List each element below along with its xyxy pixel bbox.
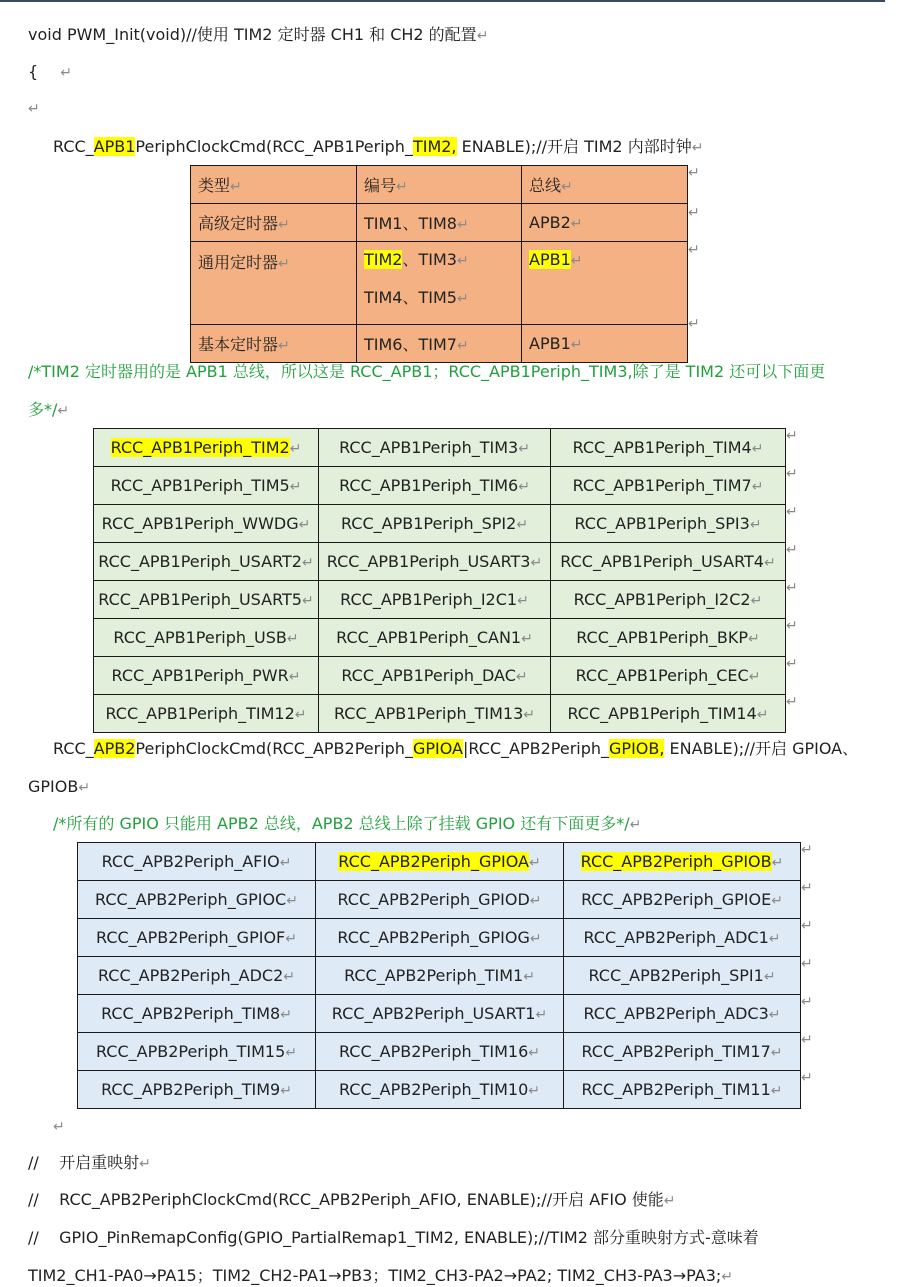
row-end-mark: ↵ xyxy=(801,1070,813,1086)
table-cell xyxy=(78,881,316,919)
cell-end-mark: ↵ xyxy=(750,593,763,609)
row-end-mark: ↵ xyxy=(801,994,813,1010)
periph-name: RCC_APB1Periph_CEC xyxy=(575,666,749,685)
periph-name: RCC_APB1Periph_TIM5 xyxy=(110,476,290,495)
table-cell xyxy=(319,619,551,657)
table-header-cell: 编号↵ xyxy=(357,166,522,204)
periph-name: RCC_APB2Periph_TIM16 xyxy=(338,1042,529,1061)
table-cell xyxy=(551,467,786,505)
periph-name: RCC_APB1Periph_I2C2 xyxy=(573,590,751,609)
table-row xyxy=(94,581,786,619)
periph-name: RCC_APB2Periph_GPIOG xyxy=(337,928,530,947)
paragraph-mark: ↵ xyxy=(476,28,489,44)
func-decl-line xyxy=(28,25,488,45)
table-cell: TIM6、TIM7↵ xyxy=(357,325,522,363)
table-row xyxy=(78,919,801,957)
table-cell xyxy=(319,505,551,543)
periph-name: RCC_APB2Periph_ADC3 xyxy=(583,1004,769,1023)
code-text: PeriphClockCmd(RCC_APB1Periph_ xyxy=(135,137,413,156)
apb2-periph-table xyxy=(77,842,801,1109)
row-end-mark: ↵ xyxy=(786,656,798,672)
row-end-mark: ↵ xyxy=(786,428,798,444)
table-cell: APB1↵ xyxy=(522,242,688,325)
table-cell xyxy=(564,881,801,919)
cell-end-mark: ↵ xyxy=(288,669,301,685)
apb2-clock-line: RCC_APB2PeriphClockCmd(RCC_APB2Periph_GPIOA|RCC_APB2Periph_GPIOB, ENABLE);//开启 GPIOA、 xyxy=(53,739,859,758)
table-cell xyxy=(94,467,319,505)
row-end-mark: ↵ xyxy=(688,242,700,258)
cell-end-mark: ↵ xyxy=(756,707,769,723)
table-cell xyxy=(94,543,319,581)
highlighted-text: TIM2, xyxy=(412,137,457,156)
row-end-mark: ↵ xyxy=(801,842,813,858)
periph-name: RCC_APB2Periph_TIM11 xyxy=(581,1080,771,1099)
table-row xyxy=(78,957,801,995)
paragraph-mark: ↵ xyxy=(691,140,704,156)
table-cell xyxy=(316,919,564,957)
cell-end-mark: ↵ xyxy=(529,893,542,909)
periph-name: RCC_APB2Periph_ADC1 xyxy=(583,928,769,947)
table-cell: APB1↵ xyxy=(522,325,688,363)
periph-name: RCC_APB2Periph_GPIOC xyxy=(95,890,287,909)
periph-name: RCC_APB2Periph_AFIO xyxy=(101,852,280,871)
table-cell: 基本定时器↵ xyxy=(191,325,357,363)
periph-name: RCC_APB1Periph_TIM12 xyxy=(105,704,295,723)
periph-name: RCC_APB2Periph_GPIOE xyxy=(581,890,772,909)
paragraph-mark: ↵ xyxy=(28,101,40,117)
table-cell xyxy=(551,619,786,657)
table-cell xyxy=(319,581,551,619)
paragraph-mark: ↵ xyxy=(60,65,72,81)
cell-end-mark: ↵ xyxy=(528,1045,541,1061)
table-cell: TIM2、TIM3↵ TIM4、TIM5↵ xyxy=(357,242,522,325)
cell-end-mark: ↵ xyxy=(280,1007,292,1023)
table-row xyxy=(94,505,786,543)
cell-end-mark: ↵ xyxy=(294,707,307,723)
cell-end-mark: ↵ xyxy=(768,931,781,947)
periph-name: RCC_APB2Periph_USART1 xyxy=(331,1004,536,1023)
table-cell xyxy=(94,657,319,695)
row-end-mark: ↵ xyxy=(801,1032,813,1048)
row-end-mark: ↵ xyxy=(801,956,813,972)
periph-name: RCC_APB1Periph_USART3 xyxy=(326,552,531,571)
table-cell xyxy=(551,505,786,543)
cell-end-mark: ↵ xyxy=(748,631,760,647)
row-end-mark: ↵ xyxy=(786,618,798,634)
table-cell xyxy=(564,843,801,881)
periph-name: RCC_APB1Periph_SPI3 xyxy=(574,514,750,533)
table-cell xyxy=(319,543,551,581)
cell-end-mark: ↵ xyxy=(516,517,529,533)
table-header-cell: 总线↵ xyxy=(522,166,688,204)
table-cell xyxy=(78,843,316,881)
cell-end-mark: ↵ xyxy=(529,931,542,947)
open-brace: { xyxy=(28,62,39,81)
table-cell xyxy=(551,695,786,733)
table-cell xyxy=(564,995,801,1033)
table-cell xyxy=(319,467,551,505)
table-cell xyxy=(551,657,786,695)
row-end-mark: ↵ xyxy=(801,880,813,896)
table-row xyxy=(191,325,688,363)
cell-end-mark: ↵ xyxy=(289,441,302,457)
open-brace-line xyxy=(28,62,72,82)
table-cell xyxy=(316,995,564,1033)
table-row xyxy=(94,543,786,581)
table-cell xyxy=(564,1071,801,1109)
row-end-mark: ↵ xyxy=(688,316,700,332)
periph-name: RCC_APB1Periph_SPI2 xyxy=(340,514,517,533)
periph-name: RCC_APB1Periph_CAN1 xyxy=(336,628,522,647)
periph-name: RCC_APB1Periph_TIM13 xyxy=(333,704,524,723)
table-row xyxy=(78,881,801,919)
apb2-clock-line-cont: GPIOB↵ xyxy=(28,777,91,796)
table-row xyxy=(78,843,801,881)
table-cell xyxy=(564,957,801,995)
periph-name: RCC_APB1Periph_USB xyxy=(113,628,287,647)
table-header-cell: 类型↵ xyxy=(191,166,357,204)
table-cell xyxy=(564,1033,801,1071)
table-cell: TIM1、TIM8↵ xyxy=(357,204,522,242)
periph-name: RCC_APB2Periph_GPIOD xyxy=(337,890,530,909)
cell-end-mark: ↵ xyxy=(770,1083,783,1099)
table-cell xyxy=(94,581,319,619)
cell-end-mark: ↵ xyxy=(751,441,764,457)
table-row xyxy=(94,467,786,505)
cell-end-mark: ↵ xyxy=(301,555,314,571)
empty-line xyxy=(28,98,40,118)
table-cell xyxy=(319,429,551,467)
cell-end-mark: ↵ xyxy=(283,969,295,985)
cell-end-mark: ↵ xyxy=(285,931,297,947)
periph-name: RCC_APB1Periph_TIM2 xyxy=(110,438,290,457)
table-row xyxy=(78,995,801,1033)
row-end-mark: ↵ xyxy=(786,466,798,482)
cell-end-mark: ↵ xyxy=(763,969,776,985)
periph-name: RCC_APB2Periph_GPIOB xyxy=(580,852,772,871)
table-row xyxy=(94,619,786,657)
highlighted-text: APB1 xyxy=(93,137,136,156)
periph-name: RCC_APB2Periph_TIM17 xyxy=(581,1042,771,1061)
cell-end-mark: ↵ xyxy=(528,1083,541,1099)
cell-end-mark: ↵ xyxy=(530,555,543,571)
cell-end-mark: ↵ xyxy=(280,1083,292,1099)
table-row xyxy=(94,695,786,733)
top-border xyxy=(0,0,885,2)
table-cell xyxy=(94,505,319,543)
cell-end-mark: ↵ xyxy=(279,855,292,871)
periph-name: RCC_APB2Periph_TIM9 xyxy=(101,1080,281,1099)
cell-end-mark: ↵ xyxy=(523,707,536,723)
table-cell: APB2↵ xyxy=(522,204,688,242)
row-end-mark: ↵ xyxy=(801,918,813,934)
periph-name: RCC_APB2Periph_ADC2 xyxy=(97,966,284,985)
apb1-clock-line xyxy=(53,137,703,157)
periph-name: RCC_APB1Periph_DAC xyxy=(341,666,516,685)
periph-name: RCC_APB2Periph_TIM15 xyxy=(95,1042,286,1061)
table-row xyxy=(94,657,786,695)
cell-end-mark: ↵ xyxy=(763,555,776,571)
row-end-mark: ↵ xyxy=(688,205,700,221)
empty-line: ↵ xyxy=(53,1119,65,1135)
apb2-comment-line: /*所有的 GPIO 只能用 APB2 总线，APB2 总线上除了挂载 GPIO 还有下面更多*/↵ xyxy=(53,814,642,833)
timer-type-table xyxy=(190,165,688,363)
apb1-comment-line2: 多*/↵ xyxy=(28,400,70,419)
cell-end-mark: ↵ xyxy=(768,1007,781,1023)
periph-name: RCC_APB1Periph_TIM4 xyxy=(572,438,752,457)
cell-end-mark: ↵ xyxy=(286,631,299,647)
cell-end-mark: ↵ xyxy=(515,669,528,685)
remap-detail-line: TIM2_CH1-PA0→PA15；TIM2_CH2-PA1→PB3；TIM2_CH3-PA2→PA2; TIM2_CH3-PA3→PA3;↵ xyxy=(28,1266,733,1285)
cell-end-mark: ↵ xyxy=(523,969,535,985)
cell-end-mark: ↵ xyxy=(518,479,530,495)
periph-name: RCC_APB2Periph_TIM1 xyxy=(344,966,524,985)
periph-name: RCC_APB1Periph_USART5 xyxy=(98,590,302,609)
table-header-row xyxy=(191,166,688,204)
pin-remap-line: // GPIO_PinRemapConfig(GPIO_PartialRemap1_TIM2, ENABLE);//TIM2 部分重映射方式-意味着 xyxy=(28,1228,759,1247)
cell-end-mark: ↵ xyxy=(528,855,541,871)
periph-name: RCC_APB1Periph_PWR xyxy=(111,666,289,685)
periph-name: RCC_APB1Periph_TIM14 xyxy=(567,704,757,723)
table-cell xyxy=(564,919,801,957)
row-end-mark: ↵ xyxy=(786,504,798,520)
table-row xyxy=(191,204,688,242)
row-end-mark: ↵ xyxy=(786,542,798,558)
periph-name: RCC_APB2Periph_TIM8 xyxy=(101,1004,281,1023)
table-cell xyxy=(94,429,319,467)
table-cell xyxy=(78,957,316,995)
table-cell xyxy=(316,843,564,881)
cell-end-mark: ↵ xyxy=(518,441,530,457)
table-cell xyxy=(94,695,319,733)
periph-name: RCC_APB1Periph_TIM3 xyxy=(339,438,519,457)
table-cell xyxy=(551,429,786,467)
table-cell xyxy=(551,543,786,581)
row-end-mark: ↵ xyxy=(786,694,798,710)
cell-end-mark: ↵ xyxy=(517,593,529,609)
row-end-mark: ↵ xyxy=(786,580,798,596)
table-row xyxy=(78,1071,801,1109)
cell-end-mark: ↵ xyxy=(289,479,302,495)
code-text: ENABLE);//开启 TIM2 内部时钟 xyxy=(456,137,692,156)
code-text: RCC_ xyxy=(53,137,94,156)
table-row xyxy=(191,242,688,325)
cell-end-mark: ↵ xyxy=(298,517,311,533)
table-cell xyxy=(316,881,564,919)
table-cell xyxy=(78,1071,316,1109)
func-decl-text: void PWM_Init(void)//使用 TIM2 定时器 CH1 和 CH2 的配置 xyxy=(28,25,477,44)
cell-end-mark: ↵ xyxy=(521,631,533,647)
table-cell xyxy=(78,919,316,957)
table-cell xyxy=(94,619,319,657)
cell-end-mark: ↵ xyxy=(535,1007,548,1023)
periph-name: RCC_APB2Periph_TIM10 xyxy=(338,1080,529,1099)
periph-name: RCC_APB1Periph_TIM7 xyxy=(572,476,752,495)
table-cell xyxy=(319,657,551,695)
table-cell xyxy=(316,1071,564,1109)
table-row xyxy=(94,429,786,467)
table-row xyxy=(78,1033,801,1071)
periph-name: RCC_APB1Periph_USART2 xyxy=(98,552,302,571)
table-cell xyxy=(316,1033,564,1071)
cell-end-mark: ↵ xyxy=(751,479,764,495)
apb1-comment-line1: /*TIM2 定时器用的是 APB1 总线，所以这是 RCC_APB1；RCC_APB1Periph_TIM3,除了是 TIM2 还可以下面更 xyxy=(28,362,826,381)
cell-end-mark: ↵ xyxy=(771,893,783,909)
cell-end-mark: ↵ xyxy=(748,669,761,685)
periph-name: RCC_APB1Periph_WWDG xyxy=(101,514,299,533)
periph-name: RCC_APB1Periph_USART4 xyxy=(560,552,764,571)
afio-clock-line: // RCC_APB2PeriphClockCmd(RCC_APB2Periph_AFIO, ENABLE);//开启 AFIO 使能↵ xyxy=(28,1190,676,1209)
cell-end-mark: ↵ xyxy=(285,1045,298,1061)
cell-end-mark: ↵ xyxy=(770,1045,783,1061)
table-cell xyxy=(78,995,316,1033)
cell-end-mark: ↵ xyxy=(771,855,784,871)
cell-end-mark: ↵ xyxy=(286,893,298,909)
periph-name: RCC_APB1Periph_I2C1 xyxy=(340,590,518,609)
table-cell xyxy=(551,581,786,619)
apb1-periph-table xyxy=(93,428,786,733)
periph-name: RCC_APB1Periph_TIM6 xyxy=(339,476,519,495)
row-end-mark: ↵ xyxy=(688,165,700,181)
table-cell xyxy=(319,695,551,733)
remap-comment-line: // 开启重映射↵ xyxy=(28,1153,151,1172)
periph-name: RCC_APB2Periph_GPIOA xyxy=(338,852,529,871)
periph-name: RCC_APB2Periph_SPI1 xyxy=(588,966,764,985)
table-cell: 通用定时器↵ xyxy=(191,242,357,325)
table-cell xyxy=(316,957,564,995)
periph-name: RCC_APB2Periph_GPIOF xyxy=(96,928,286,947)
table-cell: 高级定时器↵ xyxy=(191,204,357,242)
periph-name: RCC_APB1Periph_BKP xyxy=(576,628,749,647)
cell-end-mark: ↵ xyxy=(301,593,314,609)
table-cell xyxy=(78,1033,316,1071)
cell-end-mark: ↵ xyxy=(749,517,762,533)
